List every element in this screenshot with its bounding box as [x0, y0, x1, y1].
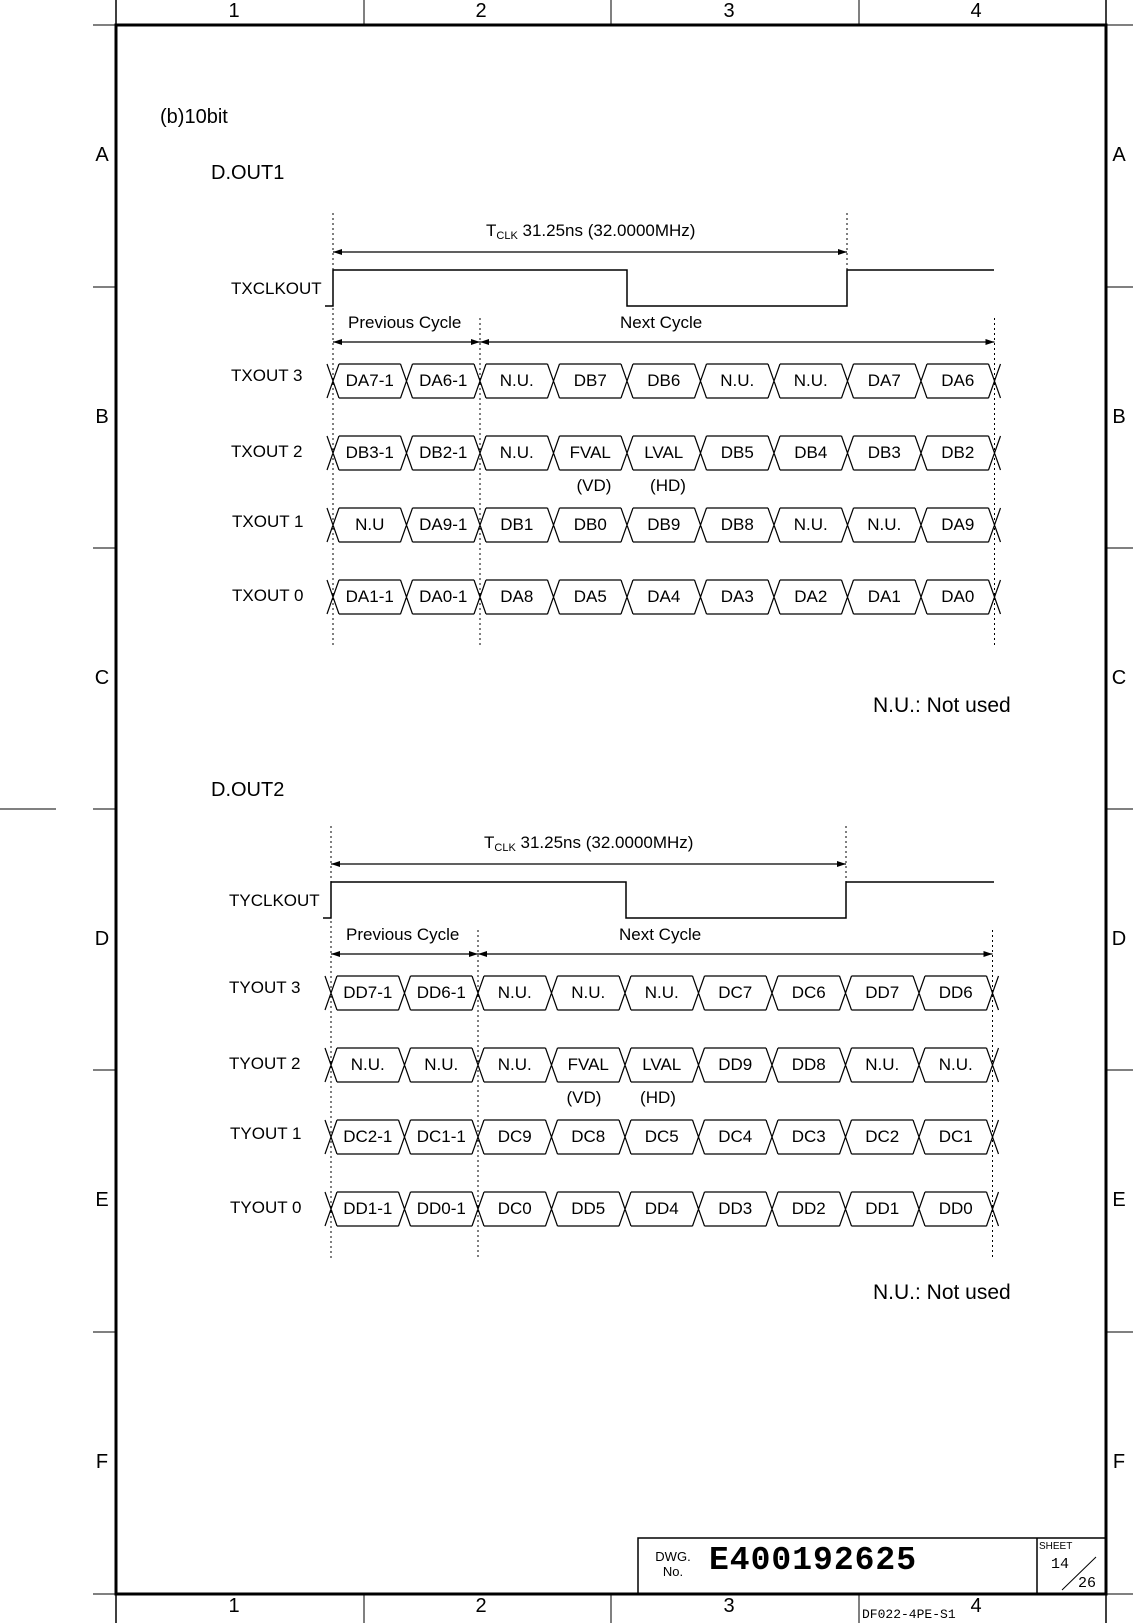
dout1-next-arrowhead-right — [986, 339, 995, 345]
dout2-row-0-cell: DD7-1 — [343, 983, 393, 1002]
zone-col-2-top: 2 — [475, 0, 487, 22]
dout2-row-2-cell: DC5 — [644, 1127, 679, 1146]
zone-row-a-left: A — [95, 144, 109, 166]
dout1-note: N.U.: Not used — [873, 694, 1011, 717]
dout1-row-1-cell: DB2-1 — [419, 443, 468, 462]
dout2-hd: (HD) — [640, 1088, 676, 1107]
dout1-row-1-cell: N.U. — [499, 443, 534, 462]
dout2-row-1-cell: DD9 — [718, 1055, 753, 1074]
dout2-row-3-cell: DD3 — [718, 1199, 753, 1218]
dout1-next-arrowhead-left — [480, 339, 489, 345]
dout1-row-0-cell: DB6 — [647, 371, 681, 390]
dout1-row-0-cell: DB7 — [573, 371, 607, 390]
drawing-number: E400192625 — [709, 1542, 918, 1579]
dout2-signal-1: TYOUT 1 — [230, 1124, 302, 1143]
dout1-row-3-cell: DA1 — [867, 587, 901, 606]
sheet-label: SHEET — [1039, 1541, 1073, 1552]
dout1-title: D.OUT1 — [211, 162, 285, 184]
dout2-row-0-cell: DD7 — [865, 983, 900, 1002]
dout1-row-3-cell: DA0 — [941, 587, 975, 606]
dout1-row-1-cell: LVAL — [644, 443, 684, 462]
zone-row-b-right: B — [1112, 406, 1126, 428]
dout1-signal-1: TXOUT 1 — [232, 512, 304, 531]
form-number: DF022-4PE-S1 — [862, 1607, 956, 1622]
dout1-row-2-cell: DA9-1 — [419, 515, 468, 534]
dout2-vd: (VD) — [566, 1088, 602, 1107]
dout2-row-1-cell: N.U. — [938, 1055, 973, 1074]
dout2-timing-diagram — [323, 826, 999, 1260]
dout1-row-2-cell: DB8 — [720, 515, 754, 534]
dout2-next-cycle: Next Cycle — [619, 925, 702, 944]
dout2-row-3-cell: DD0-1 — [416, 1199, 466, 1218]
dout1-row-1-cell: DB3-1 — [345, 443, 394, 462]
sheet-total: 26 — [1078, 1575, 1097, 1592]
dout1-row-0-cell: DA6 — [941, 371, 975, 390]
dout1-row-2-cell: N.U. — [793, 515, 828, 534]
dout2-row-1-cell: N.U. — [497, 1055, 532, 1074]
dout1-signal-3: TXOUT 3 — [231, 366, 303, 385]
dout1-row-1-cell: DB3 — [867, 443, 901, 462]
dout2-signal-3: TYOUT 3 — [229, 978, 301, 997]
dout2-row-0-cell: DC6 — [791, 983, 826, 1002]
zone-row-e-left: E — [95, 1189, 109, 1211]
dout2-row-3-cell: DD5 — [571, 1199, 606, 1218]
dout1-row-0-cell: N.U. — [720, 371, 755, 390]
dout1-row-1-cell: DB4 — [794, 443, 828, 462]
dout1-hd: (HD) — [650, 476, 686, 495]
dout1-row-3-cell: DA8 — [500, 587, 534, 606]
dout2-note: N.U.: Not used — [873, 1281, 1011, 1304]
dwg-label: DWG. No. — [655, 1549, 691, 1579]
dout2-signal-0: TYOUT 0 — [230, 1198, 302, 1217]
dout1-signal-2: TXOUT 2 — [231, 442, 303, 461]
dout1-row-0-cell: N.U. — [793, 371, 828, 390]
dout1-row-2-cell: DB1 — [500, 515, 534, 534]
dout1-previous-cycle: Previous Cycle — [348, 313, 462, 332]
zone-row-d-left: D — [94, 928, 110, 950]
dout2-signal-2: TYOUT 2 — [229, 1054, 301, 1073]
zone-row-b-left: B — [95, 406, 109, 428]
dout1-vd: (VD) — [576, 476, 612, 495]
dout1-period-arrowhead-right — [838, 249, 847, 255]
dout2-row-2-cell: DC4 — [718, 1127, 753, 1146]
dout2-row-3-cell: DD1-1 — [343, 1199, 393, 1218]
dout1-timing-diagram — [325, 213, 1001, 646]
sheet-number: 14 — [1051, 1556, 1070, 1573]
dout2-row-0-cell: DD6-1 — [416, 983, 466, 1002]
dout2-row-1-cell: DD8 — [791, 1055, 826, 1074]
dout1-clock-label: TXCLKOUT — [231, 279, 322, 298]
dout2-row-0-cell: N.U. — [571, 983, 606, 1002]
zone-row-f-right: F — [1112, 1451, 1126, 1473]
zone-row-d-right: D — [1111, 928, 1127, 950]
dout1-row-2-cell: DB0 — [573, 515, 607, 534]
dout2-title: D.OUT2 — [211, 779, 285, 801]
dout2-row-1-cell: FVAL — [567, 1055, 609, 1074]
dout1-period: $T_{CLK}$ 31.25ns (32.0000MHz) — [486, 221, 696, 242]
dout1-period-arrowhead-left — [333, 249, 342, 255]
section-heading: (b)10bit — [160, 106, 228, 128]
dout2-row-0-cell: N.U. — [497, 983, 532, 1002]
dout2-row-3-cell: DD2 — [791, 1199, 826, 1218]
dout2-row-0-cell: DD6 — [938, 983, 973, 1002]
dout2-row-3-cell: DD0 — [938, 1199, 973, 1218]
dout1-row-0-cell: DA7-1 — [345, 371, 394, 390]
dout2-row-2-cell: DC1 — [938, 1127, 973, 1146]
dout1-row-0-cell: DA6-1 — [419, 371, 468, 390]
dout2-row-2-cell: DC9 — [497, 1127, 532, 1146]
dout1-row-3-cell: DA5 — [573, 587, 607, 606]
zone-col-4-bottom: 4 — [970, 1595, 982, 1617]
dout2-period-arrowhead-right — [837, 861, 846, 867]
dout1-row-2-cell: DB9 — [647, 515, 681, 534]
dout2-previous-arrowhead-right — [469, 951, 478, 957]
dout2-previous-cycle: Previous Cycle — [346, 925, 460, 944]
dout1-row-1-cell: DB5 — [720, 443, 754, 462]
zone-row-c-right: C — [1111, 667, 1127, 689]
zone-col-3-top: 3 — [723, 0, 735, 22]
dout2-row-2-cell: DC2 — [865, 1127, 900, 1146]
dout2-clock-label: TYCLKOUT — [229, 891, 320, 910]
zone-col-1-top: 1 — [228, 0, 240, 22]
dout1-row-2-cell: N.U. — [867, 515, 902, 534]
dout2-period: $T_{CLK}$ 31.25ns (32.0000MHz) — [484, 833, 694, 854]
zone-col-4-top: 4 — [970, 0, 982, 22]
dout2-row-3-cell: DD1 — [865, 1199, 900, 1218]
dout2-row-1-cell: N.U. — [865, 1055, 900, 1074]
dout2-row-2-cell: DC1-1 — [416, 1127, 466, 1146]
dout2-next-arrowhead-right — [984, 951, 993, 957]
dout2-next-arrowhead-left — [478, 951, 487, 957]
dout2-row-3-cell: DD4 — [644, 1199, 679, 1218]
dout1-row-0-cell: DA7 — [867, 371, 901, 390]
dout1-clock-wave — [325, 270, 994, 306]
zone-row-e-right: E — [1112, 1189, 1126, 1211]
dout2-period-arrowhead-left — [331, 861, 340, 867]
dout2-row-1-cell: N.U. — [424, 1055, 459, 1074]
dout2-row-1-cell: N.U. — [350, 1055, 385, 1074]
dout2-clock-wave — [323, 882, 994, 918]
dout1-row-0-cell: N.U. — [499, 371, 534, 390]
dout2-row-3-cell: DC0 — [497, 1199, 532, 1218]
dout2-row-0-cell: DC7 — [718, 983, 753, 1002]
dout1-previous-arrowhead-right — [471, 339, 480, 345]
dout1-row-2-cell: N.U — [355, 515, 385, 534]
dout2-row-2-cell: DC8 — [571, 1127, 606, 1146]
dout1-row-3-cell: DA3 — [720, 587, 754, 606]
dout2-row-2-cell: DC3 — [791, 1127, 826, 1146]
zone-row-a-right: A — [1112, 144, 1126, 166]
zone-col-2-bottom: 2 — [475, 1595, 487, 1617]
dout1-row-1-cell: FVAL — [569, 443, 611, 462]
zone-col-3-bottom: 3 — [723, 1595, 735, 1617]
dout2-previous-arrowhead-left — [331, 951, 340, 957]
dout2-row-1-cell: LVAL — [642, 1055, 682, 1074]
dout2-row-0-cell: N.U. — [644, 983, 679, 1002]
dout2-row-2-cell: DC2-1 — [343, 1127, 393, 1146]
dout1-row-3-cell: DA0-1 — [419, 587, 468, 606]
dout1-row-3-cell: DA2 — [794, 587, 828, 606]
dout1-row-2-cell: DA9 — [941, 515, 975, 534]
dout1-next-cycle: Next Cycle — [620, 313, 703, 332]
dout1-row-3-cell: DA4 — [647, 587, 681, 606]
dout1-signal-0: TXOUT 0 — [232, 586, 304, 605]
zone-row-f-left: F — [95, 1451, 109, 1473]
dout1-row-1-cell: DB2 — [941, 443, 975, 462]
zone-col-1-bottom: 1 — [228, 1595, 240, 1617]
dout1-previous-arrowhead-left — [333, 339, 342, 345]
zone-row-c-left: C — [94, 667, 110, 689]
dout1-row-3-cell: DA1-1 — [345, 587, 394, 606]
